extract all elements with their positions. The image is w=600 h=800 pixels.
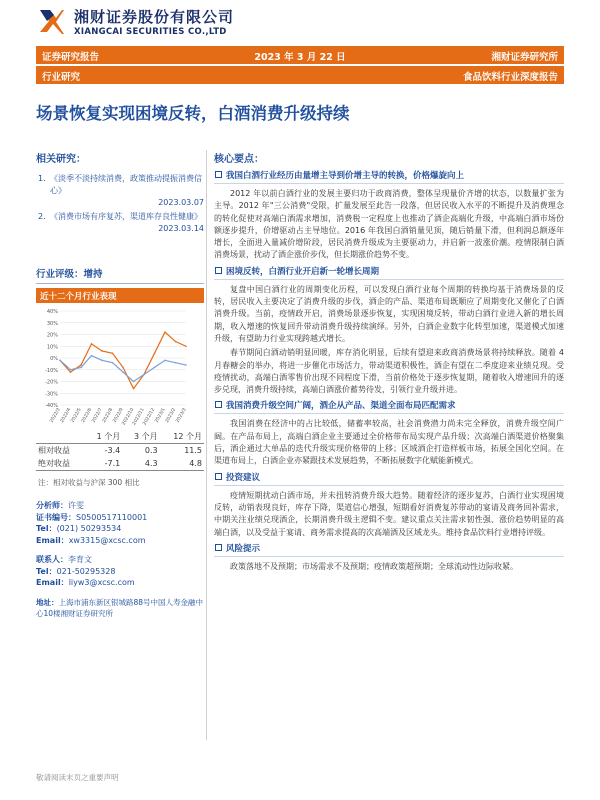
perf-col-12m: 12 个月 bbox=[160, 430, 204, 444]
chart-ytick-label: 30% bbox=[46, 320, 58, 327]
related-heading: 相关研究： bbox=[36, 154, 86, 165]
related-item-num: 1. bbox=[38, 174, 46, 183]
perf-header-row bbox=[36, 430, 204, 444]
analyst-line bbox=[36, 566, 204, 578]
section-title: 我国白酒行业经历由量增主导到价增主导的转换，价格爆旋向上 bbox=[214, 169, 564, 184]
chart-point bbox=[185, 364, 187, 366]
email-label: Email： bbox=[36, 535, 69, 545]
contact-label: 联系人： bbox=[36, 555, 68, 564]
chart-point bbox=[80, 367, 82, 369]
chart-heading: 近十二个月行业表现 bbox=[36, 288, 204, 303]
tel-label: Tel： bbox=[36, 566, 57, 576]
section-paragraph: 复盘中国白酒行业的周期变化历程，可以发现白酒行业每个周期的转换均基于消费场景的反转，居民收入主要决定了消费升级的步伐，酒企的产品、渠道布局既顺应了周期变化又催化了白酒消费升级。当前，疫情政开启，消费场景逐步恢复，实现困境反转，带动白酒行业进入新的增长周期，收入增速的恢复回升带动消费升级持续演绎。另外，白酒企业数字化转型加速，渠道模式加速升级，有望助力行业实现跨越式增长。 bbox=[214, 284, 564, 343]
core-points-heading: 核心要点： bbox=[214, 154, 264, 165]
report-title: 场景恢复实现困境反转，白酒消费升级持续 bbox=[36, 104, 350, 123]
column-divider bbox=[206, 150, 207, 740]
section-title: 投资建议 bbox=[214, 471, 564, 486]
analyst-line bbox=[36, 535, 204, 547]
chart-point bbox=[122, 371, 124, 373]
section-paragraph: 疫情短期扰动白酒市场，并未扭转消费升级大趋势。随着经济的逐步复苏，白酒行业实现困境反转，动销表现良好，库存下降，渠道信心增强，短期看好消费复苏带动的宴请及商务回补需求，中期关注业绩兑现酒企，长期消费升级主逻辑不变。建议重点关注需求韧性强、涨价趋势明显的高端白酒，以及受益于宴请、商务需求提高的次高端酒及区域龙头。维持食品饮料行业增持评级。 bbox=[214, 490, 564, 537]
chart-point bbox=[101, 360, 103, 362]
chart-xtick-label: 2022/8 bbox=[101, 407, 115, 424]
chart-point bbox=[112, 362, 114, 364]
chart-point bbox=[143, 374, 145, 376]
square-bullet-icon bbox=[215, 171, 222, 178]
chart-xtick-label: 2022/11 bbox=[132, 407, 146, 427]
tel-label: Tel： bbox=[36, 524, 57, 533]
analyst-line bbox=[36, 577, 204, 589]
chart-ytick-label: -20% bbox=[45, 379, 58, 386]
chart-point bbox=[91, 355, 93, 357]
chart-xtick-label: 2023/1 bbox=[154, 407, 167, 424]
chart-ytick-label: 20% bbox=[46, 332, 58, 339]
perf-cell: 11.5 bbox=[184, 446, 202, 455]
core-points bbox=[214, 150, 564, 575]
perf-cell: 4.3 bbox=[122, 457, 159, 471]
company-logo bbox=[36, 6, 336, 40]
chart-ytick-label: -30% bbox=[45, 391, 58, 398]
chart-point bbox=[185, 345, 187, 347]
related-item-text: 《淡季不淡持续消费，政策推动提振消费信心》 bbox=[50, 174, 202, 195]
perf-col-3m: 3 个月 bbox=[122, 430, 159, 444]
section-title: 困境反转，白酒行业开启新一轮增长周期 bbox=[214, 265, 564, 280]
perf-cell: 4.8 bbox=[160, 457, 204, 471]
chart-xtick-label: 2023/3 bbox=[175, 407, 188, 424]
chart-point bbox=[70, 369, 72, 371]
email-label: Email： bbox=[36, 578, 69, 587]
chart-xtick-label: 2022/10 bbox=[121, 407, 136, 427]
contact-name: 李育文 bbox=[68, 555, 92, 564]
chart-ytick-label: -10% bbox=[45, 367, 58, 374]
contact-email[interactable]: liyw3@xcsc.com bbox=[68, 578, 135, 587]
section-title: 风险提示 bbox=[214, 542, 564, 557]
chart-point bbox=[101, 350, 103, 352]
chart-point bbox=[91, 343, 93, 345]
analyst-tel: (021) 50293534 bbox=[56, 524, 122, 533]
institute-name: 湘财证券研究所 bbox=[491, 52, 558, 63]
address bbox=[36, 597, 204, 620]
chart-point bbox=[70, 371, 72, 373]
square-bullet-icon bbox=[215, 267, 222, 274]
related-research bbox=[36, 150, 204, 237]
analyst-line bbox=[36, 512, 204, 524]
chart-point bbox=[164, 331, 166, 333]
header-band-top bbox=[36, 46, 564, 64]
square-bullet-icon bbox=[215, 544, 222, 551]
chart-point bbox=[133, 388, 135, 390]
section-paragraph: 我国消费在经济中的占比较低，储蓄率较高，社会消费潜力尚未完全释放，消费升级空间广阔。在产品布局上，高端白酒企业主要通过全价格带布局实现产品升级；次高端白酒渠道价格聚集后，酒企通过大单品的迭代升级实现价格带的上移；区域酒企打造样板市场，拓展全国化空间。在渠道布局上，白酒企业亦紧跟技术发展趋势，不断拓展数字化赋能新模式。 bbox=[214, 419, 564, 466]
chart-xtick-label: 2022/12 bbox=[142, 407, 157, 427]
square-bullet-icon bbox=[215, 401, 222, 408]
analyst-email[interactable]: xw3315@xcsc.com bbox=[68, 535, 146, 545]
chart-xtick-label: 2022/4 bbox=[59, 407, 73, 424]
report-type: 证券研究报告 bbox=[42, 52, 100, 63]
related-item[interactable] bbox=[36, 173, 204, 209]
chart-point bbox=[164, 360, 166, 362]
xiangcai-logo-icon bbox=[36, 6, 66, 36]
disclaimer[interactable]: 敬请阅读末页之重要声明 bbox=[36, 773, 119, 782]
logo-cn-text: 湘财证券股份有限公司 bbox=[74, 8, 235, 26]
related-list bbox=[36, 173, 204, 235]
address-text: 上海市浦东新区银城路88号中国人寿金融中心10楼湘财证券研究所 bbox=[36, 597, 204, 618]
chart-point bbox=[154, 367, 156, 369]
section-title: 我国消费升级空间广阔，酒企从产品、渠道全面布局匹配需求 bbox=[214, 399, 564, 414]
chart-xtick-label: 2022/3 bbox=[49, 407, 62, 424]
chart-ytick-label: 40% bbox=[46, 309, 58, 315]
industry-performance-chart bbox=[36, 305, 204, 430]
chart-point bbox=[122, 367, 124, 369]
section-paragraph: 政策落地不及预期；市场需求不及预期；疫情政策超预期；全球流动性边际收紧。 bbox=[230, 561, 518, 571]
chart-xtick-label: 2022/9 bbox=[112, 407, 125, 424]
chart-point bbox=[112, 353, 114, 355]
analyst-line bbox=[36, 554, 204, 566]
industry-rating: 行业评级：增持 bbox=[36, 266, 204, 284]
chart-point bbox=[59, 360, 61, 362]
chart-point bbox=[133, 381, 135, 383]
chart-ytick-label: 10% bbox=[46, 344, 58, 351]
related-item-text: 《消费市场有序复苏，渠道库存良性健康》 bbox=[50, 212, 202, 221]
report-date: 2023 年 3 月 22 日 bbox=[254, 52, 346, 63]
chart-point bbox=[175, 341, 177, 343]
perf-row-relative bbox=[36, 444, 204, 458]
performance-table bbox=[36, 430, 204, 471]
perf-row-label: 相对收益 bbox=[38, 446, 70, 455]
chart-xtick-label: 2022/6 bbox=[80, 407, 94, 424]
perf-col-1m: 1 个月 bbox=[85, 430, 122, 444]
perf-cell: -7.1 bbox=[85, 457, 122, 471]
section-paragraph: 春节期间白酒动销明显回暖，库存消化明显，后续有望迎来政商消费场景将持续释放。随着 4 月春糖会的举办，将进一步催化市场活力，带动渠道积极性，酒企有望在二季度迎来业绩兑现。受疫情扰动，高端白酒零售价出现不同程度下滑，当前价格处于逐步恢复期，随着收入增速回升的逐步兑现，消费升级持续，高端白酒涨价蓄势待发，引领行业升级并进。 bbox=[214, 348, 564, 395]
chart-point bbox=[80, 364, 82, 366]
related-item-num: 2. bbox=[38, 212, 46, 221]
chart-xtick-label: 2022/5 bbox=[70, 407, 83, 424]
cert-label: 证书编号： bbox=[36, 512, 76, 522]
section-paragraph: 2012 年以前白酒行业的发展主要归功于政商消费，整体呈现量价齐增的状态，以数量扩张为主导。2012 年"三公消费"受限，扩量发展至此告一段落，但居民收入水平的不断提升及消费理念的转化促使对高端白酒需求增加，消费税一定程度上也推动了酒企高端化升级，中高端白酒市场份额逐步提升，价增驱动占主导地位。2016 年我国白酒销量见顶，随后销量下滑，但利润总额逐年增长，全面进入量减价增阶段，居民消费升级成为主要驱动力，并启新一波涨价潮。疫情限制白酒消费场景，扰动了酒企涨价步伐，但长期涨价趋势不变。 bbox=[214, 189, 564, 260]
cert-number: S0500517110001 bbox=[76, 512, 148, 522]
perf-row-absolute bbox=[36, 457, 204, 471]
analyst-name: 许雯 bbox=[68, 501, 84, 510]
report-subtype: 食品饮料行业深度报告 bbox=[462, 72, 558, 83]
related-item-date: 2023.03.14 bbox=[158, 224, 204, 233]
chart-xtick-label: 2022/7 bbox=[91, 407, 104, 424]
perf-cell: -3.4 bbox=[104, 446, 121, 455]
related-item-date: 2023.03.07 bbox=[158, 198, 204, 207]
address-label: 地址： bbox=[36, 597, 59, 607]
related-item[interactable] bbox=[36, 211, 204, 235]
chart-point bbox=[154, 353, 156, 355]
analyst-line bbox=[36, 500, 204, 512]
analyst-info bbox=[36, 500, 204, 620]
header-band-bottom bbox=[36, 66, 564, 84]
chart-xtick-label: 2023/2 bbox=[164, 407, 178, 424]
analyst-label: 分析师： bbox=[36, 501, 68, 510]
chart-ytick-label: 0% bbox=[50, 356, 58, 362]
chart-point bbox=[175, 362, 177, 364]
research-category: 行业研究 bbox=[42, 72, 81, 83]
contact-tel: 021-50295328 bbox=[56, 566, 116, 576]
perf-note: 注：相对收益与沪深 300 相比 bbox=[38, 478, 140, 487]
logo-en-text: XIANGCAI SECURITIES CO.,LTD bbox=[74, 27, 227, 37]
analyst-line bbox=[36, 523, 204, 535]
chart-ytick-label: -40% bbox=[45, 403, 58, 409]
square-bullet-icon bbox=[215, 473, 222, 480]
perf-row-label: 绝对收益 bbox=[36, 457, 85, 471]
perf-cell: 0.3 bbox=[144, 446, 158, 455]
